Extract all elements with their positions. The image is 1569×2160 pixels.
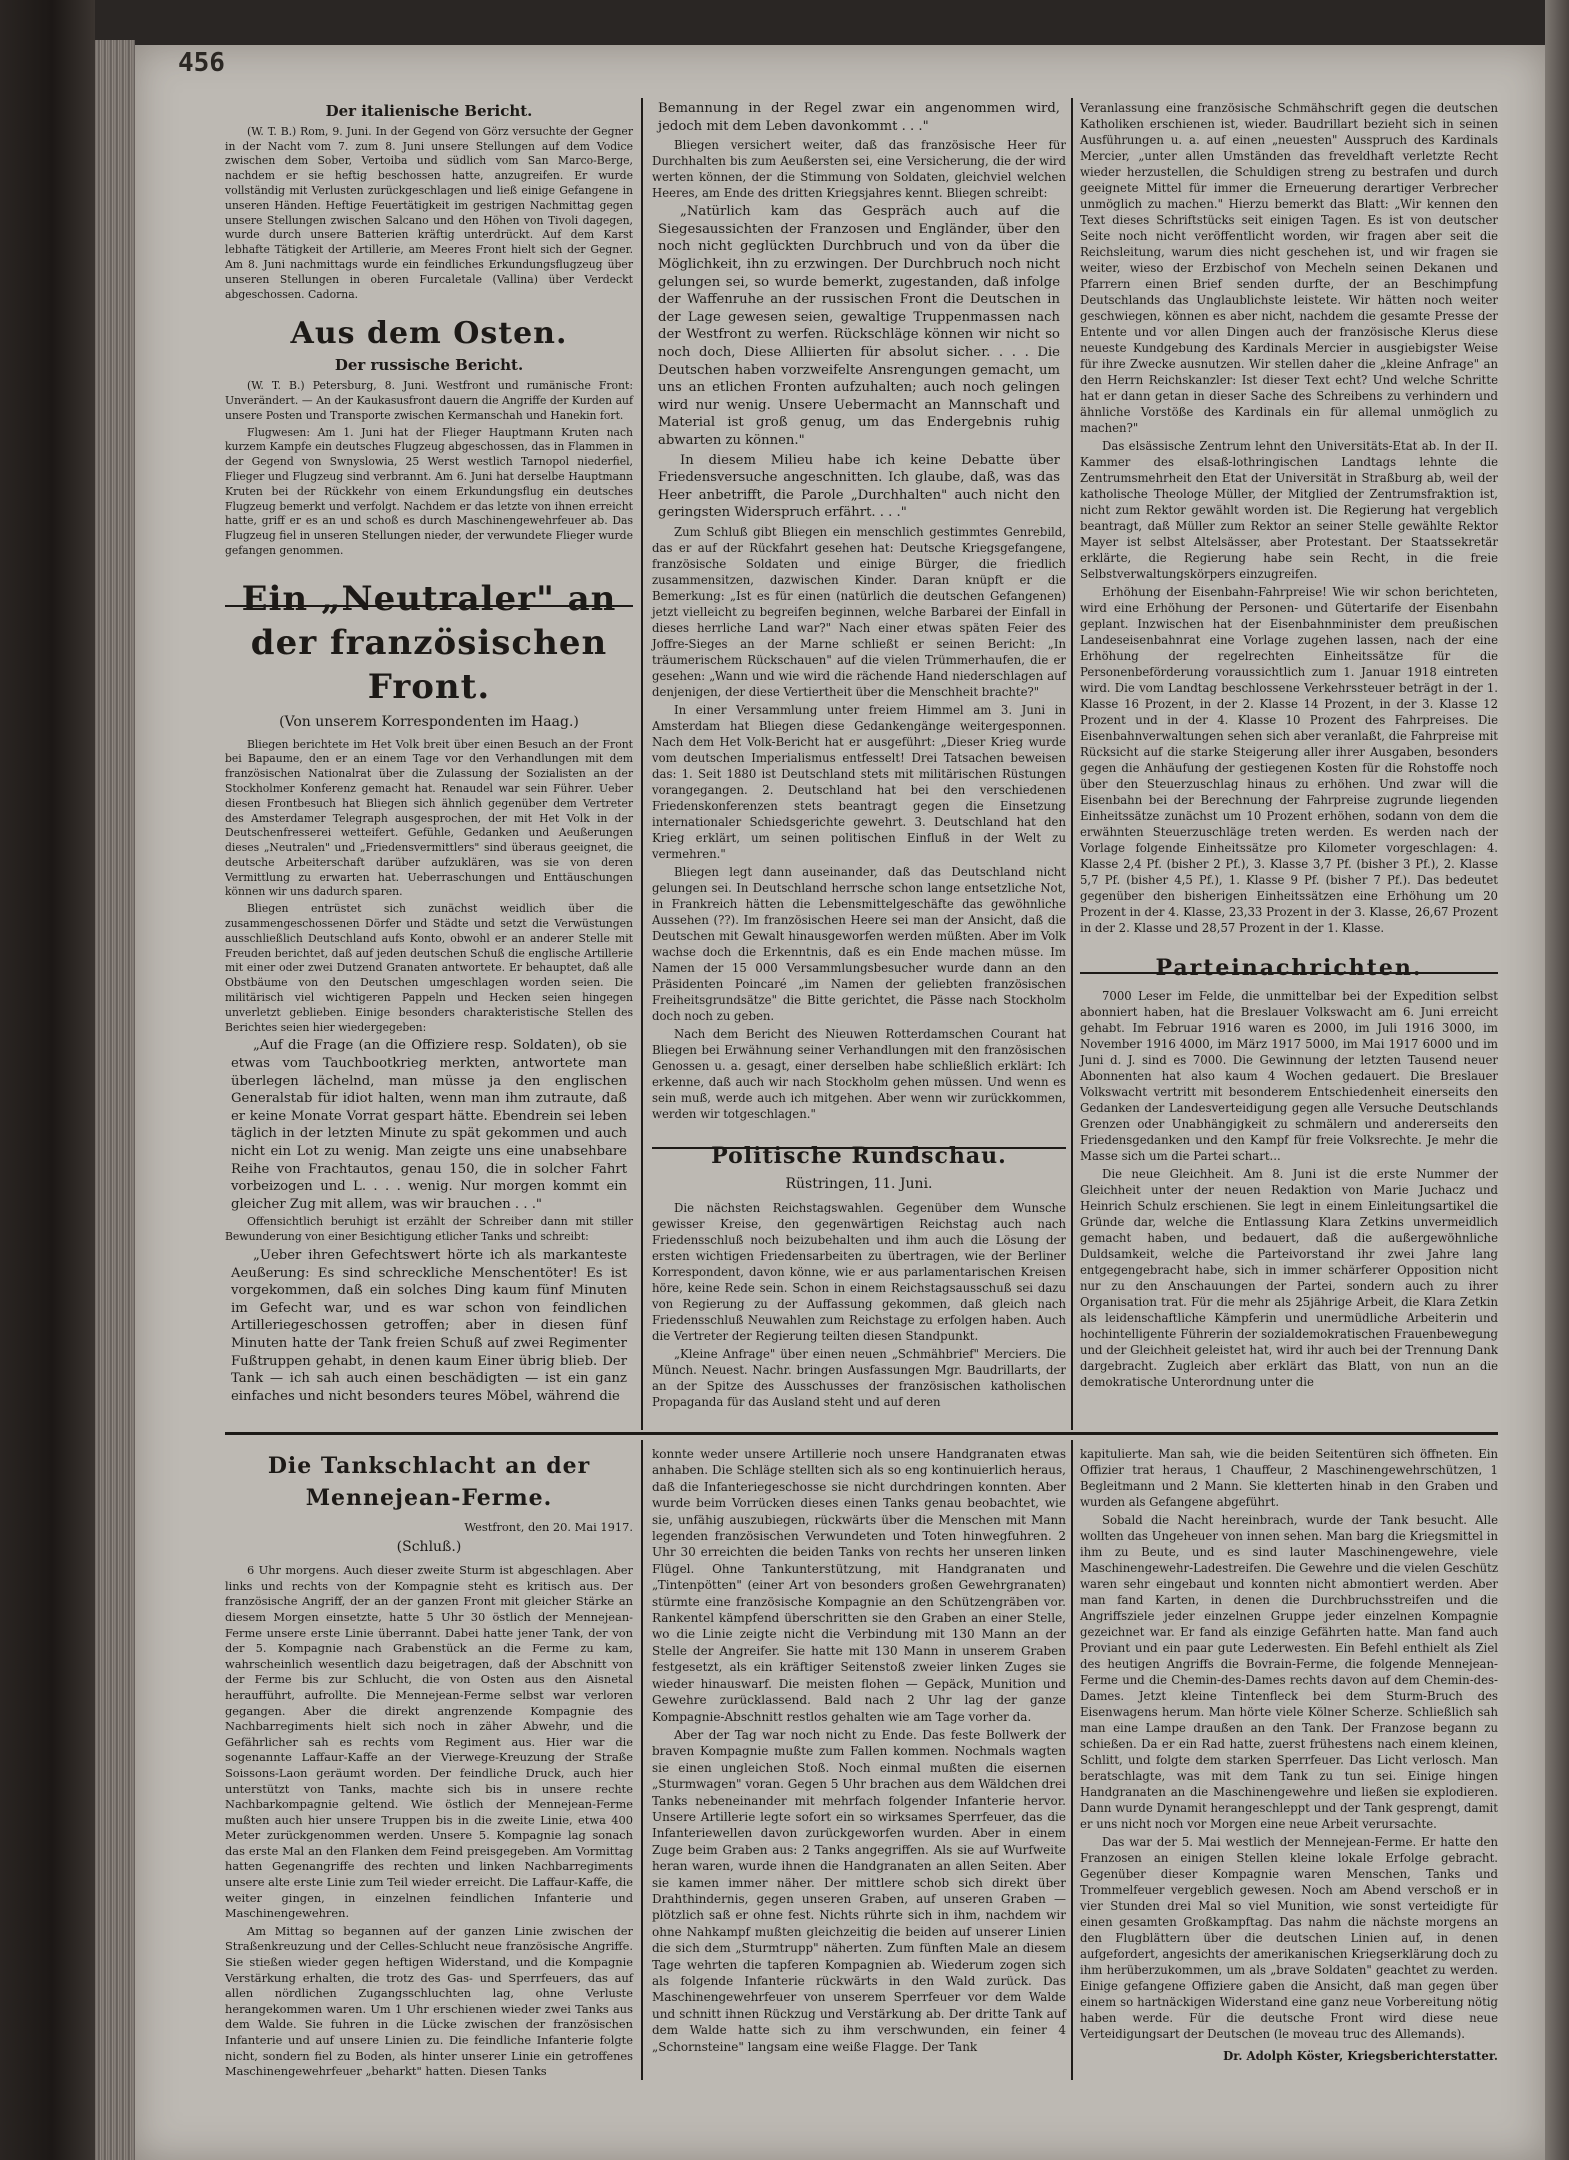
- column-top-left: [225, 100, 633, 1407]
- review-item: Die nächsten Reichstagswahlen. Gegenüber dem Wunsche gewisser Kreise, den gegenwärtigen Reichstag auch nach Friedensschluß noch beizubehalten und ihm auch die Lösung der ersten wichtigen Friedensarbeiten zu übertragen, wie der Berliner Korrespondent, davon könne, wie er aus parlamentarischen Kreisen höre, keine Rede sein. Schon in einem Reichstagsausschuß sei dazu von Regierung zu der Auffassung gekommen, daß gleich nach Friedensschluß Neuwahlen zum Reichstage zu erfolgen haben. Auch die Vertreter der Regierung teilten diesen Standpunkt.: [652, 1200, 1066, 1343]
- neutral-byline: (Von unserem Korrespondenten im Haag.): [279, 713, 579, 730]
- neutral-paragraph: In einer Versammlung unter freiem Himmel am 3. Juni in Amsterdam hat Bliegen diese Gedankengänge weitergesponnen. Nach dem Het Volk-Bericht hat er ausgeführt: „Dieser Krieg wurde vom deutschen Imperialismus entfesselt! Drei Tatsachen beweisen das: 1. Seit 1880 ist Deutschland stets mit militärischen Rüstungen vorangegangen. 2. Deutschland hat bei den verschiedenen Friedenskonferenzen stets beantragt gegen die Einsetzung internationaler Schiedsgerichte gewehrt. 3. Deutschland hat den Krieg erklärt, um seinen politischen Einfluß in der Welt zu vermehren.": [652, 702, 1066, 861]
- section-divider: [225, 1432, 1498, 1435]
- russian-report-aviation: Flugwesen: Am 1. Juni hat der Flieger Hauptmann Kruten nach kurzem Kampfe ein deutsches Flugzeug abgeschossen, das in Flammen in der Gegend von Swnyslowia, 25 Werst westlich Tarnopol niederfiel, Flieger und Flugzeug sind verbrannt. Am 6. Juni hat derselbe Hauptmann Kruten bei der Rückkehr von einem Erkundungsflug ein deutsches Flugzeug bemerkt und verfolgt. Nachdem er das letzte von ihnen erreicht hatte, griff er es an und schoß es durch Maschinengewehrfeuer ab. Das Flugzeug fiel in unseren Stellungen nieder, der verwundete Flieger wurde gefangen genommen.: [225, 425, 633, 557]
- page-number: 456: [178, 48, 225, 78]
- column-top-right: [1080, 100, 1498, 1392]
- party-news-item: 7000 Leser im Felde, die unmittelbar bei der Expedition selbst abonniert haben, hat die Breslauer Volkswacht am 6. Juni erreicht gehabt. Im Februar 1916 waren es 2000, im Juli 1916 3000, im November 1916 4000, im März 1917 5000, im Mai 1917 6000 und im Juni d. J. sind es 7000. Die Gewinnung der letzten Tausend neuer Abonnenten hat also kaum 4 Wochen gedauert. Die Breslauer Volkswacht vertritt mit besonderem Entschiedenheit einerseits den Gedanken der Landesverteidigung gegen alle Versuche Deutschlands Grenzen oder Unabhängigkeit zu schmälern und andererseits den Friedensgedanken und den Kampf für freie Volksrechte. Je mehr die Masse sich um die Partei schart...: [1080, 989, 1498, 1163]
- tank-battle-paragraph: Am Mittag so begannen auf der ganzen Linie zwischen der Straßenkreuzung und der Celles-Schlucht neue französische Angriffe. Sie stießen wieder gegen heftigen Widerstand, und die Kompagnie Verstärkung erhalten, die trotz des Gas- und Sperrfeuers, das auf allen nördlichen Zugangsschluchten lag, ohne Verluste herangekommen waren. Um 1 Uhr erschienen wieder zwei Tanks aus dem Walde. Sie fuhren in die Lücke zwischen der französischen Infanterie und auf unsere Linien zu. Die feindliche Infanterie folgte nicht, sondern fiel zu Boden, als hinter unserer Linie ein getroffenes Maschinengewehrfeuer „beharkt" hatten. Diesen Tanks: [225, 1923, 633, 2079]
- neutral-quote: „Natürlich kam das Gespräch auch auf die Siegesaussichten der Franzosen und Engländer, über den noch nicht geglückten Durchbruch und von da über die Möglichkeit, ihn zu erzwingen. Der Durchbruch noch nicht gelungen sei, so wurde bemerkt, zugestanden, daß infolge der Waffenruhe an der russischen Front die Deutschen in der Lage gewesen seien, gewaltige Truppenmassen nach der Westfront zu werfen. Rückschläge können wir nicht so noch doch, Diese Alliierten für absolut sicher. . . . Die Deutschen haben vorzweifelte Ansrengungen gemacht, um uns an etlichen Fronten aufzuhalten; auch noch gelingen wird nur wenig. Unsere Uebermacht an Mannschaft und Material ist groß genug, um das Endergebnis ruhig abwarten zu können.": [658, 204, 1060, 448]
- political-review-dateline: Rüstringen, 11. Juni.: [785, 1175, 933, 1192]
- neutral-paragraph: Bliegen legt dann auseinander, daß das Deutschland nicht gelungen sei. In Deutschland herrsche schon lange entsetzliche Not, in Frankreich hätten die Lebensmittelgeschäfte das gewöhnliche Aussehen (??). Im französischen Heere sei man der Ansicht, daß die Deutschen mit Gewalt hinausgeworfen werden müßten. Aber im Volk wachse doch die Erkenntnis, daß es ein Ende machen müsse. Im Namen der 15 000 Versammlungsbesucher wurde dann an den Präsidenten Poincaré „im Namen der geliebten französischen Freiheitsgrundsätze" die Bitte gerichtet, die Pässe nach Stockholm doch noch zu geben.: [652, 864, 1066, 1023]
- column-divider: [1071, 1440, 1073, 2080]
- neutral-paragraph: Zum Schluß gibt Bliegen ein menschlich gestimmtes Genrebild, das er auf der Rückfahrt gesehen hat: Deutsche Kriegsgefangene, französische Soldaten und einige Bürger, die friedlich zusammensitzen, dazwischen Kinder. Daran knüpft er die Bemerkung: „Ist es für einen (natürlich die deutschen Gefangenen) jetzt vielleicht zu begreifen beginnen, welche Barbarei der Einfall in dieses herrliche Land war?" Nach einer etwas späten Feier des Joffre-Sieges an der Marne schließt er seinen Bericht: „In träumerischem Rückschauen" auf die vielen Trümmerhaufen, die er gesehen: „Wann und wie wird die rächende Hand niederschlagen auf denjenigen, der diese Vertiertheit über die Menschheit brachte?": [652, 524, 1066, 699]
- party-news-item: Die neue Gleichheit. Am 8. Juni ist die erste Nummer der Gleichheit unter der neuen Redaktion von Marie Juchacz und Heinrich Schulz erschienen. Sie legt in einem Einleitungsartikel die Gründe dar, welche die Entlassung Klara Zetkins unvermeidlich gemacht haben, und bedauert, daß die außergewöhnliche Duldsamkeit, welche die Parteivorstand ihr zwei Jahre lang entgegengebracht habe, sich in immer schärferer Opposition nicht nur zu den Anschauungen der Partei, sondern auch zu ihrer Organisation trat. Für die mehr als 25jährige Arbeit, die Klara Zetkin als leidenschaftliche Kämpferin und unermüdliche Arbeiterin und hochintelligente Führerin der sozialdemokratischen Frauenbewegung und der Gleichheit geleistet hat, wird ihr auch bei der Trennung Dank dargebracht. Zugleich aber erklärt das Blatt, von nun an die demokratische Unterordnung unter die: [1080, 1167, 1498, 1389]
- neutral-quote: „Ueber ihren Gefechtswert hörte ich als markanteste Aeußerung: Es sind schreckliche Menschentöter! Es ist vorgekommen, daß ein solches Ding kaum fünf Minuten im Gefecht war, und es war schon von feindlichen Artilleriegeschossen getroffen; aber in diesen fünf Minuten hatte der Tank freien Schuß auf zwei Regimenter Fußtruppen gehabt, in denen kaum Einer übrig blieb. Der Tank — ich sah auch einen beschädigten — ist ein ganz einfaches und nicht besonders teures Möbel, während die: [231, 1247, 627, 1404]
- tank-battle-paragraph: 6 Uhr morgens. Auch dieser zweite Sturm ist abgeschlagen. Aber links und rechts von der Kompagnie steht es kritisch aus. Der französische Angriff, der an der ganzen Front mit gleicher Stärke an diesem Morgen einsetzte, hatte 5 Uhr 30 östlich der Mennejean-Ferme unsere erste Linie überrannt. Dabei hatte jener Tank, der von der 5. Kompagnie nach Grabenstück an die Ferme zu kam, wahrscheinlich wesentlich dazu beigetragen, daß der Abschnitt von der Ferme bis zur Schlucht, die von Osten aus den Aisnetal heraufführt, aufrollte. Die Mennejean-Ferme selbst war verloren gegangen. Aber die direkt angrenzende Kompagnie des Nachbarregiments hielt sich noch in zäher Abwehr, und die Gefährlicher sah es rechts vom Regiment aus. Hier war die sogenannte Laffaur-Kaffe an der Vierwege-Kreuzung der Straße Soissons-Laon geräumt worden. Der feindliche Druck, auch hier unterstützt von Tanks, machte sich bis in unsere rechte Nachbarkompagnie geltend. Wie östlich der Mennejean-Ferme mußten auch hier unsere Truppen bis in die zweite Linie, etwa 400 Meter zurückgenommen werden. Unsere 5. Kompagnie lag sonach das erste Mal an den Flanken dem Feind preisgegeben. Am Vormittag hatten Gegenangriffe des rechten und linken Nachbarregiments unsere alte erste Linie zum Teil wieder erreicht. Die Laffaur-Kaffe, die weiter gingen, in einzelnen feindlichen Infanterie und Maschinengewehren.: [225, 1563, 633, 1921]
- column-divider: [641, 98, 643, 1430]
- russian-report-heading: Der russische Bericht.: [334, 356, 524, 375]
- column-bottom-right: [1080, 1446, 1498, 2064]
- party-news-heading: Parteinachrichten.: [1155, 955, 1423, 981]
- review-item: Erhöhung der Eisenbahn-Fahrpreise! Wie wir schon berichteten, wird eine Erhöhung der Personen- und Gütertarife der Eisenbahn geplant. Inzwischen hat der Eisenbahnminister dem preußischen Landeseisenbahnrat eine Vorlage zugehen lassen, nach der eine Erhöhung der regelrechten Einheitssätze für die Personenbeförderung voraussichtlich zum 1. Januar 1918 eintreten wird. Die vom Landtag beschlossene Verkehrssteuer beträgt in der 1. Klasse 16 Prozent, in der 2. Klasse 14 Prozent, in der 3. Klasse 12 Prozent und in der 4. Klasse 10 Prozent des Fahrpreises. Die Eisenbahnverwaltungen sehen sich aber veranlaßt, die Fahrpreise mit Rücksicht auf die starke Steigerung aller ihrer Ausgaben, besonders gegen die Anhäufung der gestiegenen Kosten für die Rohstoffe noch über den Steuerzuschlag hinaus zu erhöhen. Und zwar will die Eisenbahn bei der Berechnung der Fahrpreise zugrunde liegenden Einheitssätze zunächst um 10 Prozent erhöhen, sodann von dem die erwähnten Steuerzuschläge treten werden. Es werden nach der Vorlage folgende Einheitssätze pro Kilometer vorgeschlagen: 4. Klasse 2,4 Pf. (bisher 2 Pf.), 3. Klasse 3,7 Pf. (bisher 3 Pf.), 2. Klasse 5,7 Pf. (bisher 4,5 Pf.), 1. Klasse 9 Pf. (bisher 7 Pf.). Das bedeutet gegenüber den bisherigen Einheitssätzen eine Erhöhung um 20 Prozent in der 4. Klasse, 23,33 Prozent in der 3. Klasse, 26,67 Prozent in der 2. Klasse und 28,57 Prozent in der 1. Klasse.: [1080, 585, 1498, 935]
- neutral-heading: Ein „Neutraler" an der französischen Front.: [241, 578, 617, 707]
- neutral-paragraph: Bliegen versichert weiter, daß das französische Heer für Durchhalten bis zum Aeußersten sei, eine Versicherung, die der wird werten können, der die Stimmung von Soldaten, gleichviel welchen Heeres, am Ende des dritten Kriegsjahres kennt. Bliegen schreibt:: [652, 138, 1066, 201]
- column-divider: [1071, 98, 1073, 1430]
- tank-battle-paragraph: Das war der 5. Mai westlich der Mennejean-Ferme. Er hatte den Franzosen an einigen Stellen kleine lokale Erfolge gebracht. Gegenüber dieser Kompagnie waren Menschen, Tanks und Trommelfeuer vergeblich gewesen. Noch am Abend verschoß er in vier Stunden drei Mal so viel Munition, wie sonst verteidigte für einen gesamten Großkampftag. Das nahm die nächste morgens an den Flugblättern über die deutschen Linien auf, in denen aufgefordert, angesichts der amerikanischen Kriegserklärung doch zu ihm herüberzukommen, um als „brave Soldaten" geachtet zu werden. Einige gefangene Offiziere gaben die Ansicht, daß man gegen über einem so hartnäckigen Widerstand eine ganz neue Vorbereitung nötig haben werde. Für die deutsche Front wird diese neue Verteidigungsart der Deutschen (le moveau truc des Allemands).: [1080, 1835, 1498, 2041]
- italian-report-body: (W. T. B.) Rom, 9. Juni. In der Gegend von Görz versuchte der Gegner in der Nacht vom 7. zum 8. Juni unsere Stellungen auf dem Vodice zwischen dem Sober, Vertoiba und südlich vom San Marco-Berge, nachdem er sie heftig beschossen hatte, anzugreifen. Er wurde vollständig mit Verlusten zurückgeschlagen und ließ einige Gefangene in unseren Händen. Heftige Feuertätigkeit im gestrigen Nachmittag gegen unsere Stellungen zwischen Salcano und den Höhen von Tivoli dagegen, wurde durch unsere Batterien kräftig unterdrückt. Auf dem Karst lebhafte Tätigkeit der Artillerie, am Meeres Front hielt sich der Gegner. Am 8. Juni nachmittags wurde ein feindliches Erkundungsflugzeug über unseren Stellungen in oberen Furcaletale (Vallina) über Verdeckt abgeschossen. Cadorna.: [225, 124, 633, 301]
- review-item: „Kleine Anfrage" über einen neuen „Schmähbrief" Merciers. Die Münch. Neuest. Nachr. bringen Ausfassungen Mgr. Baudrillarts, der an der Spitze des Ausschusses der französischen katholischen Propaganda für das Ausland steht und auf deren: [652, 1346, 1066, 1409]
- neutral-paragraph: Bliegen entrüstet sich zunächst weidlich über die zusammengeschossenen Dörfer und Städte und setzt die Verwüstungen ausschließlich Deutschland aufs Konto, obwohl er an anderer Stelle mit Freuden berichtet, daß auf jeden deutschen Schuß die englische Artillerie mit einer oder zwei Dutzend Granaten antwortete. Er behauptet, daß alle Obstbäume von den Deutschen umgeschlagen worden seien. Die militärisch viel wichtigeren Pappeln und Hecken seien hingegen unverletzt geblieben. Einige besonders charakteristische Stellen des Berichtes seien hier wiedergegeben:: [225, 902, 633, 1034]
- political-review-heading: Politische Rundschau.: [711, 1142, 1007, 1169]
- column-bottom-left: [225, 1446, 633, 2082]
- neutral-paragraph: Bliegen berichtete im Het Volk breit über einen Besuch an der Front bei Bapaume, den er an einem Tage vor den Verhandlungen mit dem französischen Nationalrat über die Zulassung der Sozialisten an der Stockholmer Konferenz gemacht hat. Renaudel war sein Führer. Ueber diesen Frontbesuch hat Bliegen sich ähnlich gegenüber dem Vertreter des Amsterdamer Telegraph ausgesprochen, der mit Het Volk in der Deutschenfresserei wetteifert. Gefühle, Gedanken und Aeußerungen dieses „Neutralen" und „Friedensvermittlers" sind überaus geeignet, die deutsche Arbeiterschaft darüber aufzuklären, was sie von deren Vermittlung zu erwarten hat. Ueberraschungen und Enttäuschungen können wir uns dadurch sparen.: [225, 737, 633, 899]
- author-signature: Dr. Adolph Köster, Kriegsberichterstatter.: [1223, 2049, 1498, 2063]
- review-item: Veranlassung eine französische Schmähschrift gegen die deutschen Katholiken erschienen ist, wieder. Baudrillart bezieht sich in seinen Ausführungen u. a. auf einen „neuesten" Ausspruch des Kardinals Mercier, „unter allen Umständen das freveldhaft verletzte Recht wieder herzustellen, die Schuldigen streng zu bestrafen und durch geeignete Mittel für immer die Erneuerung derartiger Verbrecher unmöglich zu machen." Hierzu bemerkt das Blatt: „Wir kennen den Text dieses Schriftstücks seit einigen Tagen. Es ist von deutscher Seite noch nicht veröffentlicht worden, wir fragen aber seit die Reichsleitung, warum dies nicht geschehen ist, und wir fragen sie weiter, wieso der Erzbischof von Mecheln seinen Dekanen und Pfarrern einen Brief senden durfte, der an Beschimpfung Deutschlands das Unglaublichste leistete. Wir hätten noch weiter geschwiegen, können es aber nicht, nachdem die gesamte Presse der Entente und vor allen Dingen auch der französische Klerus diese neueste Kundgebung des Kardinals Mercier in ausgiebigster Weise für ihre Zwecke ausnutzen. Wir stellen daher die „kleine Anfrage" an den Herrn Reichskanzler: Ist dieser Text echt? Und welche Schritte hat er dann getan in dieser Sache des Schreibens zu verhindern und ähnliche Vorstöße des Kardinals ein für allemal unmöglich zu machen?": [1080, 101, 1498, 435]
- neutral-quote: In diesem Milieu habe ich keine Debatte über Friedensversuche angeschnitten. Ich glaube, daß, was das Heer anbetrifft, die Parole „Durchhalten" auch nicht den geringsten Widerspruch erfährt. . . .": [658, 452, 1060, 521]
- tank-battle-paragraph: kapitulierte. Man sah, wie die beiden Seitentüren sich öffneten. Ein Offizier trat heraus, 1 Chauffeur, 2 Maschinengewehrschützen, 1 Begleitmann und 2 Mann. Sie kletterten hinab in den Graben und wurden als Gefangene abgeführt.: [1080, 1447, 1498, 1509]
- review-item: Das elsässische Zentrum lehnt den Universitäts-Etat ab. In der II. Kammer des elsaß-lothringischen Landtags lehnte die Zentrumsmehrheit den Etat der Universität in Straßburg ab, weil der katholische Theologe Müller, der Mitglied der Zentrumsfraktion ist, nicht zum Rektor gewählt worden ist. Die Regierung hat vergeblich beantragt, daß Müller zum Rektor an seiner Stelle gewählte Rektor Mayer ist selbst Altelsässer, aber Protestant. Der Staatssekretär erklärte, die Regierung habe sein Recht, in die freie Selbstverwaltungskörpers einzugreifen.: [1080, 439, 1498, 581]
- tank-battle-paragraph: Aber der Tag war noch nicht zu Ende. Das feste Bollwerk der braven Kompagnie mußte zum Fallen kommen. Nochmals wagten sie einen ungleichen Stoß. Noch einmal mußten die eisernen „Sturmwagen" voran. Gegen 5 Uhr brachen aus dem Wäldchen drei Tanks nebeneinander mit mehrfach folgender Infanterie hervor. Unsere Artillerie legte sofort ein so wirksames Sperrfeuer, das die Infanteriewellen davon zurückgeworfen wurden. Aber in einem Zuge beim Graben aus: 2 Tanks angegriffen. Als sie auf Wurfweite heran waren, wurde ihnen die Handgranaten an allen Seiten. Aber sie kamen immer näher. Der mittlere schob sich direkt über Drahthindernis, gegen unseren Graben, auf unseren Graben — plötzlich saß er ohne fest. Nichts rührte sich in ihm, nachdem wir ohne Nahkampf mußten gleichzeitig die beiden auf unserer Linien die sich dem „Sturmtrupp" näherten. Zum fünften Male an diesem Tage wehrten die tapferen Kompagnien ab. Wiederum zogen sich als folgende Infanterie rückwärts in den Wald zurück. Das Maschinengewehrfeuer von unserem Sperrfeuer vor dem Walde und schnitt ihnen Rückzug und Verstärkung ab. Der dritte Tank auf dem Walde hatte sich zu ihm verschwunden, ein feiner 4 „Schornsteine" langsam eine weiße Flagge. Der Tank: [652, 1727, 1066, 2054]
- neutral-quote: „Auf die Frage (an die Offiziere resp. Soldaten), ob sie etwas vom Tauchbootkrieg merkten, antwortete man überlegen lächelnd, man müsse ja den englischen Generalstab für idiot halten, wenn man ihm zutraute, daß er keine Monate Vorrat gespart hätte. Ebendrein sei leben täglich in der letzten Minute zu spät gekommen und auch nicht ein Lot zu wenig. Man zeigte uns eine unabsehbare Reihe von Frachtautos, genau 150, die in solcher Fahrt vorbeizogen und L. . . . wenig. Nur morgen kommt ein gleicher Zug mit allem, was wir brauchen . . .": [231, 1038, 627, 1212]
- neutral-paragraph: Offensichtlich beruhigt ist erzählt der Schreiber dann mit stiller Bewunderung von einer Besichtigung etlicher Tanks und schreibt:: [225, 1215, 633, 1244]
- east-heading: Aus dem Osten.: [290, 316, 568, 352]
- column-top-middle: [652, 100, 1066, 1412]
- page-edges: [95, 40, 135, 2160]
- neutral-continued-quote: Bemannung in der Regel zwar ein angenommen wird, jedoch mit dem Leben davonkommt . . .": [658, 101, 1060, 134]
- column-divider: [641, 1440, 643, 2080]
- tank-battle-subtitle: (Schluß.): [396, 1538, 462, 1555]
- russian-report-body: (W. T. B.) Petersburg, 8. Juni. Westfront und rumänische Front: Unverändert. — An der Kaukasusfront dauern die Angriffe der Kurden auf unsere Posten und Transporte zwischen Kermanschah und Hanekin fort.: [225, 379, 633, 422]
- tank-battle-dateline: Westfront, den 20. Mai 1917.: [464, 1520, 633, 1534]
- column-bottom-middle: [652, 1446, 1066, 2057]
- tank-battle-paragraph: Sobald die Nacht hereinbrach, wurde der Tank besucht. Alle wollten das Ungeheuer von innen sehen. Man barg die Kriegsmittel in ihm zu Beute, und es sind lauter Maschinengewehre, viele Maschinengewehr-Ladestreifen. Die Gewehre und die vielen Geschütz waren sehr eingebaut und konnten nicht abmontiert werden. Aber man fand Karten, in denen die Durchbruchsstreifen und die Angriffsziele jeder einzelnen Gruppe jeder einzelnen Kompagnie gezeichnet war. Er fand als einzige Gefährten hatte. Man fand auch Proviant und ein paar gute Lederwesten. Ein Befehl enthielt als Ziel des heutigen Angriffs die Bovrain-Ferme, die folgende Mennejean-Ferme und die Chemin-des-Dames rechts davon auf dem Chemin-des-Dames. Jetzt kleine Tintenfleck bei dem Sturm-Bruch des Eisenwagens herum. Man hörte viele Kölner Scherze. Schließlich sah man eine Lampe draußen an den Tank. Der Franzose begann zu schießen. Da er ein Rad hatte, zuerst frühestens nach einem kleinen, Schlitt, und folgte dem starken Sperrfeuer. Das Licht verlosch. Man beratschlagte, was mit dem Tank zu tun sei. Einige hingen Handgranaten an die Maschinengewehre und ließen sie explodieren. Dann wurde Dynamit herangeschleppt und der Tank gesprengt, damit er uns nicht noch vor Morgen eine neue Arbeit verursachte.: [1080, 1513, 1498, 1831]
- tank-battle-heading: Die Tankschlacht an der Mennejean-Ferme.: [267, 1453, 591, 1511]
- neutral-paragraph: Nach dem Bericht des Nieuwen Rotterdamschen Courant hat Bliegen bei Erwähnung seiner Verhandlungen mit den französischen Genossen u. a. gesagt, einer derselben habe schließlich erklärt: Ich erkenne, daß auch wir nach Stockholm gehen müssen. Und wenn es sein muß, werde auch ich mitgehen. Aber wenn wir zurückkommen, werden wir totgeschlagen.": [652, 1026, 1066, 1121]
- italian-report-heading: Der italienische Bericht.: [325, 102, 533, 120]
- scan-right-edge: [1545, 0, 1569, 2160]
- book-binding: [0, 0, 95, 2160]
- tank-battle-paragraph: konnte weder unsere Artillerie noch unsere Handgranaten etwas anhaben. Die Schläge stellten sich als so eng kontinuierlich heraus, daß die Infanteriegeschosse sie nicht durchdringen konnten. Aber wurde beim Vorrücken dieses einen Tanks genau beobachtet, wie sie, unfähig auszubiegen, rückwärts über die Menschen mit Mann legenden französischen Verwundeten und Toten hinwegfuhren. 2 Uhr 30 erreichten die beiden Tanks von rechts her unseren linken Flügel. Ohne Tankunterstützung, mit Handgranaten und „Tintenpötten" (einer Art von besonders großen Gewehrgranaten) stürmte eine französische Kompagnie an den Schützengräben vor. Rankentel kämpfend überschritten sie den Graben an einer Stelle, wo die Linie zeigte nicht die Verbindung mit 130 Mann an der Stelle der Angreifer. Sie hatte mit 130 Mann in unserem Graben festgesetzt, als ein kräftiger Seitenstoß zweier linken Zuges sie wieder hinauswarf. Die meisten flohen — Gepäck, Munition und Gewehre zurücklassend. Bald nach 2 Uhr lag der ganze Kompagnie-Abschnitt restlos gehalten wie am Tage vorher da.: [652, 1447, 1066, 1724]
